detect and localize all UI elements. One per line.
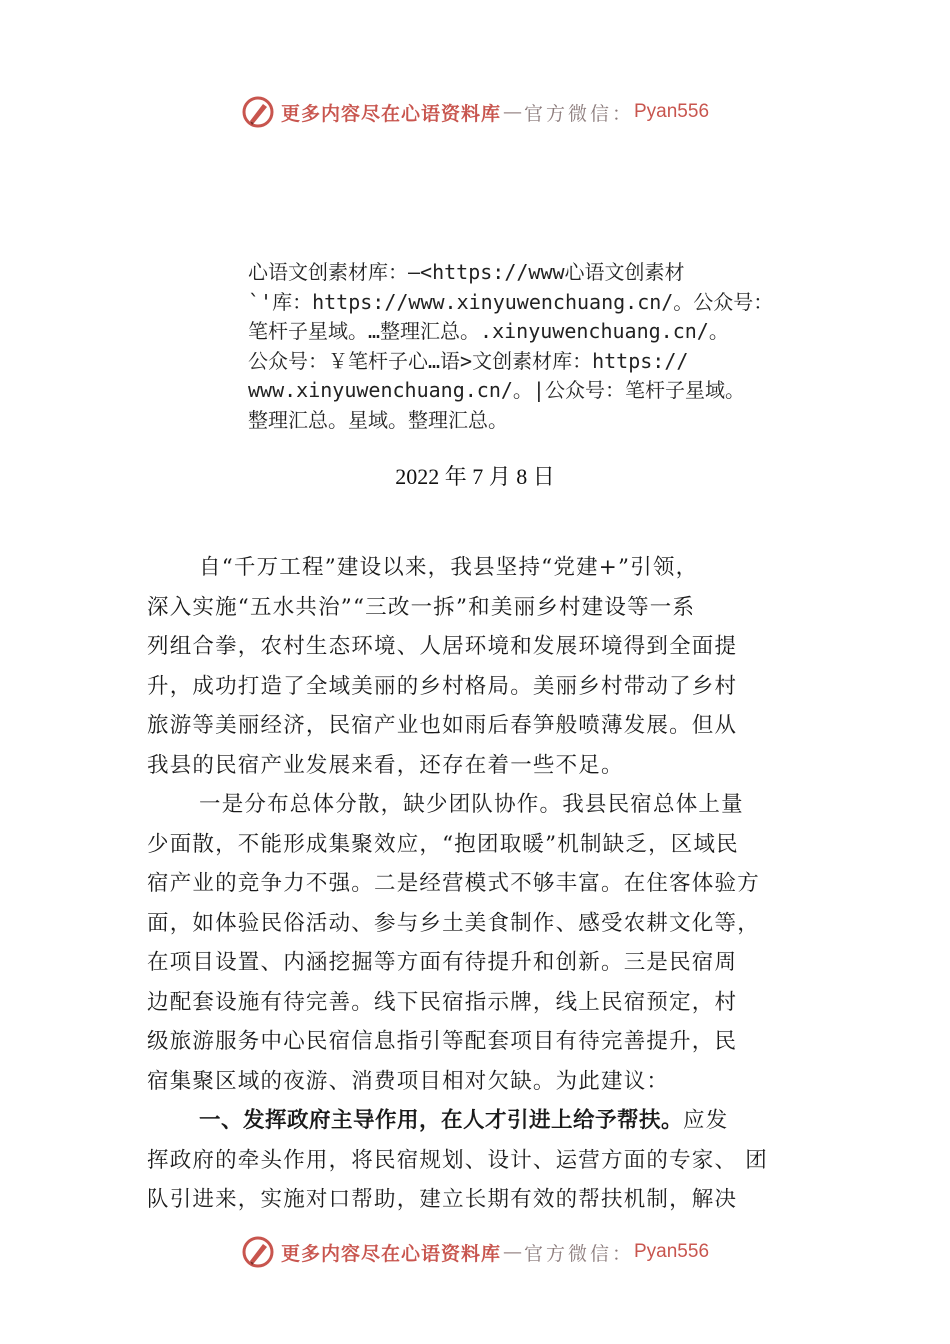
header-line: www.xinyuwenchuang.cn/。|公众号：笔杆子星域。 — [248, 378, 745, 402]
paragraph-line: 级旅游服务中心民宿信息指引等配套项目有待完善提升，民 — [147, 1029, 738, 1054]
paragraph-line: 我县的民宿产业发展来看，还存在着一些不足。 — [147, 752, 624, 778]
banner-separator: — — [502, 101, 522, 123]
section-heading: 一、发挥政府主导作用，在人才引进上给予帮扶。 — [199, 1108, 684, 1133]
paragraph-tail: 应发 — [683, 1108, 729, 1133]
paragraph-line: 升，成功打造了全域美丽的乡村格局。美丽乡村带动了乡村 — [147, 673, 738, 699]
footer-banner — [0, 1232, 950, 1272]
banner-text: 更多内容尽在心语资料库 — [280, 1242, 501, 1265]
pen-logo-icon — [241, 95, 275, 129]
banner-wechat-id: Pyan556 — [634, 101, 710, 122]
document-date: 2022 年 7 月 8 日 — [395, 464, 555, 489]
banner-wechat-id: Pyan556 — [634, 1241, 710, 1262]
paragraph-line: 宿产业的竞争力不强。二是经营模式不够丰富。在住客体验方 — [147, 871, 760, 896]
pen-logo-icon — [241, 1235, 275, 1269]
paragraph-line: 少面散，不能形成集聚效应，“抱团取暖”机制缺乏，区域民 — [147, 831, 739, 857]
header-source-block — [248, 258, 828, 435]
paragraph-line: 挥政府的牵头作用，将民宿规划、设计、运营方面的专家、 团 — [147, 1147, 768, 1173]
paragraph-line: 深入实施“五水共治”“三改一拆”和美丽乡村建设等一系 — [147, 594, 696, 620]
banner-wechat-label: 官方微信： — [523, 1242, 634, 1265]
paragraph-line: 队引进来，实施对口帮助，建立长期有效的帮扶机制，解决 — [147, 1187, 738, 1212]
header-line: 整理汇总。星域。整理汇总。 — [248, 407, 508, 432]
paragraph-line: 自“千万工程”建设以来，我县坚持“党建+”引领， — [199, 555, 699, 580]
paragraph-line: 边配套设施有待完善。线下民宿指示牌，线上民宿预定，村 — [147, 989, 738, 1015]
header-line: 公众号：￥笔杆子心…语>文创素材库：https:// — [248, 348, 689, 373]
header-line: 心语文创素材库：—<https://www心语文创素材 — [248, 260, 685, 284]
paragraph-line: 一是分布总体分散，缺少团队协作。我县民宿总体上量 — [199, 792, 744, 817]
paragraph-line: 列组合拳，农村生态环境、人居环境和发展环境得到全面提 — [147, 634, 738, 659]
paragraph-line: 旅游等美丽经济，民宿产业也如雨后春笋般喷薄发展。但从 — [147, 713, 738, 738]
document-body — [147, 548, 847, 1220]
paragraph-line: 宿集聚区域的夜游、消费项目相对欠缺。为此建议： — [147, 1068, 670, 1094]
section-heading-line — [147, 1101, 847, 1141]
paragraph-line: 面，如体验民俗活动、参与乡土美食制作、感受农耕文化等， — [147, 910, 760, 936]
paragraph-line: 在项目设置、内涵挖掘等方面有待提升和创新。三是民宿周 — [147, 950, 738, 975]
header-banner — [0, 92, 950, 132]
banner-text: 更多内容尽在心语资料库 — [280, 102, 501, 125]
banner-separator: — — [502, 1241, 522, 1263]
header-line: `'库：https://www.xinyuwenchuang.cn/。公众号： — [248, 289, 774, 314]
header-line: 笔杆子星域。…整理汇总。.xinyuwenchuang.cn/。 — [248, 319, 729, 343]
banner-wechat-label: 官方微信： — [523, 102, 634, 125]
